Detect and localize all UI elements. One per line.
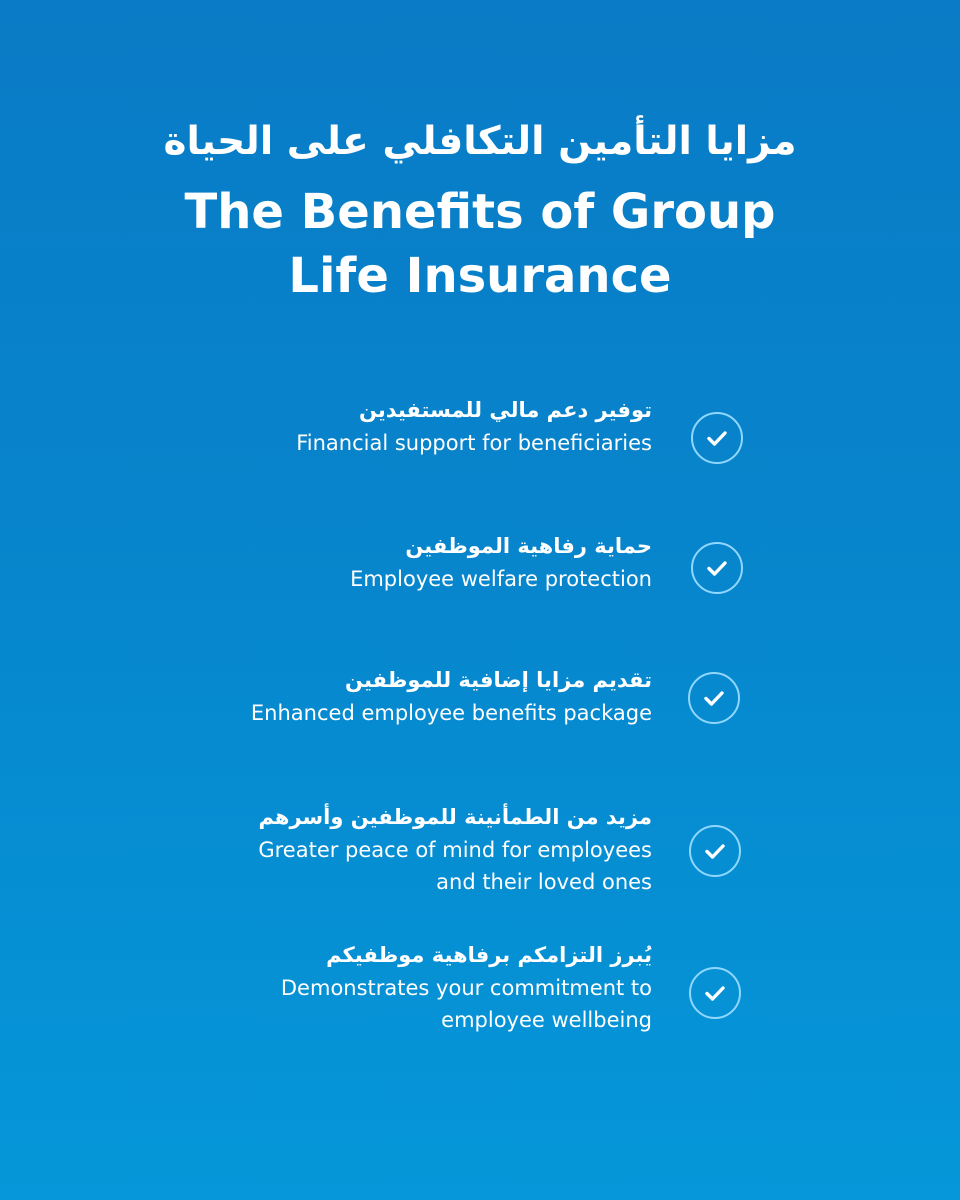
benefit-label-arabic: حماية رفاهية الموظفين xyxy=(405,534,652,558)
check-circle-icon xyxy=(688,672,740,724)
benefit-item xyxy=(172,665,652,729)
benefit-label-english-line-1: Employee welfare protection xyxy=(350,567,652,591)
benefit-label-english xyxy=(172,697,652,729)
header xyxy=(0,112,960,308)
page-title-english-line-2: Life Insurance xyxy=(288,248,672,304)
check-circle-icon xyxy=(691,412,743,464)
benefit-label-arabic: توفير دعم مالي للمستفيدين xyxy=(358,398,652,422)
benefit-label-english xyxy=(172,427,652,459)
check-circle-icon xyxy=(689,967,741,1019)
benefit-label-english-line-2: employee wellbeing xyxy=(441,1008,652,1032)
benefit-label-english xyxy=(172,834,652,898)
benefit-label-english-line-2: and their loved ones xyxy=(436,870,652,894)
benefit-label-arabic: يُبرز التزامكم برفاهية موظفيكم xyxy=(326,943,652,967)
benefit-item xyxy=(172,395,652,459)
page-title-arabic: مزايا التأمين التكافلي على الحياة xyxy=(163,119,797,164)
page-title-english-line-1: The Benefits of Group xyxy=(184,184,776,240)
benefit-item xyxy=(172,940,652,1036)
benefit-label-english-line-1: Demonstrates your commitment to xyxy=(280,976,652,1000)
benefit-item xyxy=(172,531,652,595)
benefit-item xyxy=(172,802,652,898)
benefit-label-english-line-1: Enhanced employee benefits package xyxy=(250,701,652,725)
benefit-label-english-line-1: Financial support for beneficiaries xyxy=(296,431,652,455)
benefit-label-arabic: مزيد من الطمأنينة للموظفين وأسرهم xyxy=(258,805,652,829)
benefit-label-english xyxy=(172,972,652,1036)
benefit-label-arabic: تقديم مزايا إضافية للموظفين xyxy=(345,668,652,692)
benefit-label-english-line-1: Greater peace of mind for employees xyxy=(258,838,652,862)
check-circle-icon xyxy=(691,542,743,594)
page-title-english xyxy=(0,180,960,308)
benefit-label-english xyxy=(172,563,652,595)
check-circle-icon xyxy=(689,825,741,877)
